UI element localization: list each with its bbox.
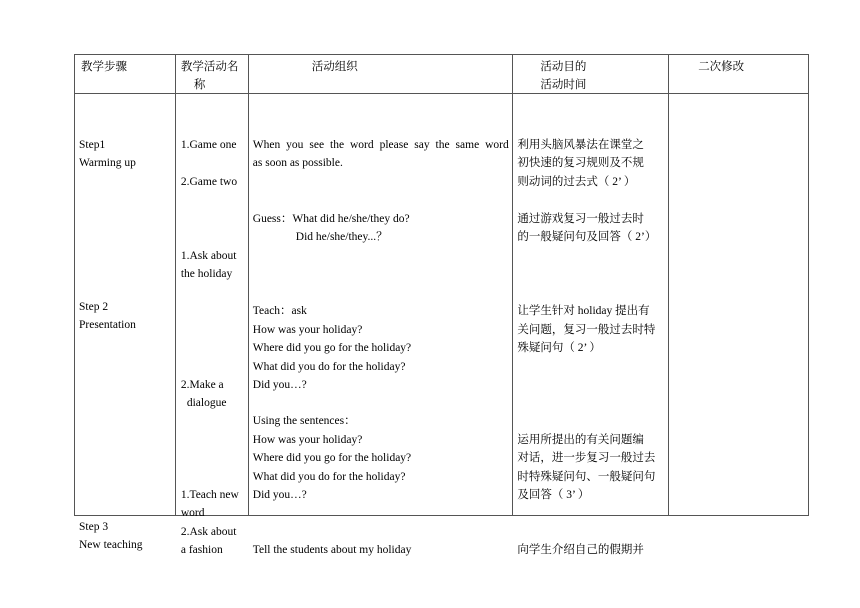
header-revision [669,55,809,93]
activity-game-one: 1.Game one [180,139,237,151]
header-activity-name-line1: 教学活动名 [180,61,239,73]
org-using-sentences: Using the sentences： [252,415,356,427]
header-row [75,55,809,94]
org-teach-q2: Where did you go for the holiday? [252,342,412,354]
activity-dialogue-line2: dialogue [186,397,227,409]
step1-number: Step1 [79,139,106,151]
purpose-1-line3: 则动词的过去式（ 2’ ） [517,176,636,188]
purpose-3-line1: 让学生针对 holiday 提出有 [517,305,650,317]
org-using-q2: Where did you go for the holiday? [252,452,412,464]
activity-game-two: 2.Game two [180,176,238,188]
header-purpose-line2: 活动时间 [540,79,587,91]
org-game-one-line1: When you see the word please say the same word [252,139,509,151]
activity-dialogue-line1: 2.Make a [180,379,224,391]
purpose-5-line1: 向学生介绍自己的假期并 [517,544,644,556]
org-using-q4: Did you…? [252,489,307,501]
org-teach-ask: Teach：ask [252,305,307,317]
header-activity-name [176,55,249,93]
purpose-2-line2: 的一般疑问句及回答（ 2’） [517,231,657,243]
activity-teach-word-line1: 1.Teach new [180,489,239,501]
header-purpose-line1: 活动目的 [540,61,587,73]
activity-ask-fashion-line1: 2.Ask about [180,526,237,538]
purpose-2-line1: 通过游戏复习一般过去时 [517,213,644,225]
lesson-plan-table [74,54,809,556]
step3-name: New teaching [79,539,143,551]
org-guess-line1: Guess：What did he/she/they do? [252,213,410,225]
header-organization-label: 活动组织 [311,61,358,73]
header-steps [75,55,176,93]
header-activity-name-line2: 称 [193,79,206,91]
org-using-q3: What did you do for the holiday? [252,471,406,483]
revision-column [669,94,809,515]
purpose-3-line3: 殊疑问句（ 2’ ） [517,342,601,354]
org-game-one-line2: as soon as possible. [252,157,343,169]
org-teach-q1: How was your holiday? [252,324,363,336]
purpose-4-line3: 时特殊疑问句、一般疑问句 [517,471,656,483]
purpose-4-line2: 对话，进一步复习一般过去 [517,452,656,464]
header-organization [249,55,514,93]
activity-ask-holiday-line2: the holiday [180,268,233,280]
organization-column [249,94,514,556]
activity-ask-fashion-line2: a fashion [180,544,223,556]
org-using-q1: How was your holiday? [252,434,363,446]
content-row [75,94,809,556]
org-teach-q4: Did you…? [252,379,307,391]
purpose-3-line2: 关问题，复习一般过去时特 [517,324,656,336]
purpose-column [513,94,669,556]
org-guess-line2: Did he/she/they...？ [295,231,388,243]
activities-column [176,94,249,556]
step2-name: Presentation [79,319,136,331]
step2-number: Step 2 [79,301,109,313]
purpose-4-line1: 运用所提出的有关问题编 [517,434,644,446]
header-steps-label: 教学步骤 [81,61,127,73]
purpose-1-line2: 初快速的复习规则及不规 [517,157,644,169]
steps-column [75,94,176,551]
activity-ask-holiday-line1: 1.Ask about [180,250,237,262]
step1-name: Warming up [79,157,136,169]
purpose-4-line4: 及回答（ 3’ ） [517,489,590,501]
purpose-1-line1: 利用头脑风暴法在课堂之 [517,139,644,151]
activity-teach-word-line2: word [180,507,205,519]
header-purpose [513,55,669,93]
org-teach-q3: What did you do for the holiday? [252,361,406,373]
header-revision-label: 二次修改 [698,61,745,73]
org-tell-holiday: Tell the students about my holiday [252,544,412,556]
step3-number: Step 3 [79,521,109,533]
